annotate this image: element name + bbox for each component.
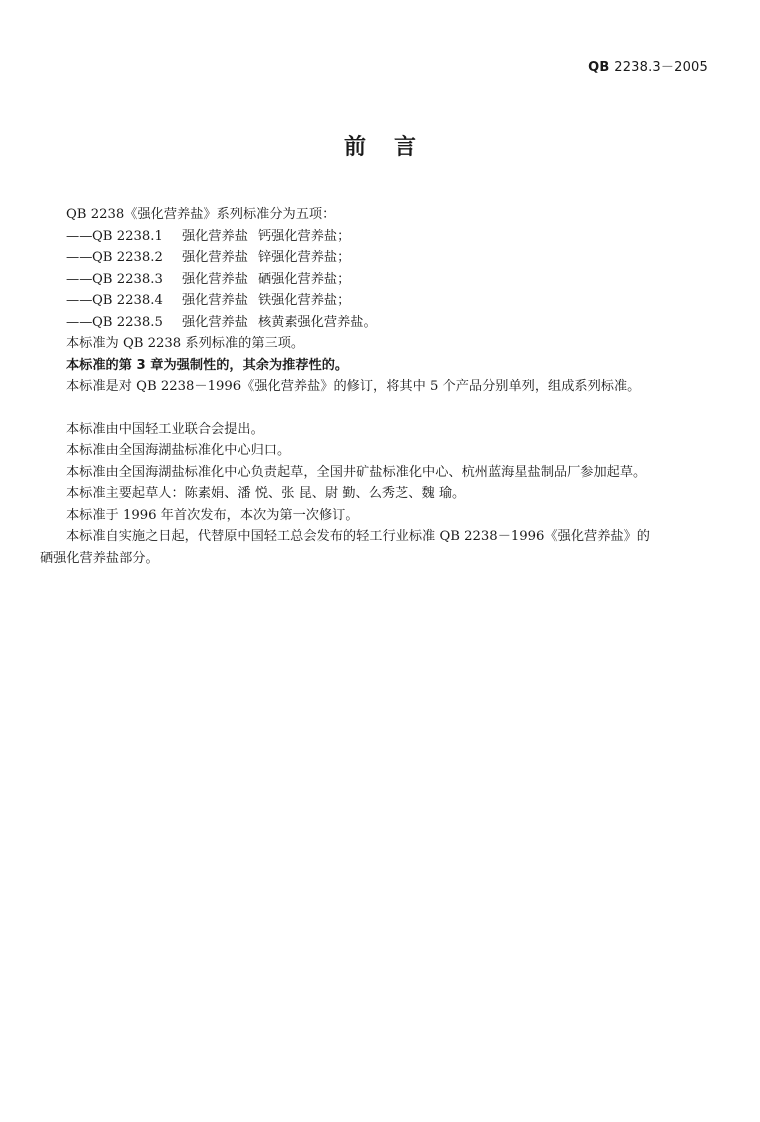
part-code: QB 2238.5 <box>92 314 163 330</box>
part-category: 强化营养盐 <box>182 293 248 308</box>
part-code: QB 2238.1 <box>92 228 163 244</box>
part-category: 强化营养盐 <box>182 228 248 244</box>
part-category: 强化营养盐 <box>182 314 248 330</box>
list-dash: —— <box>66 250 93 265</box>
part-code: QB 2238.4 <box>92 293 163 308</box>
series-note: 本标准为 QB 2238 系列标准的第三项。 <box>66 336 305 351</box>
part-category: 强化营养盐 <box>182 250 248 265</box>
list-dash: —— <box>66 314 93 330</box>
list-dash: —— <box>66 271 93 287</box>
list-item <box>66 226 716 248</box>
standard-code <box>588 56 708 75</box>
part-name: 硒强化营养盐； <box>258 271 351 287</box>
page-title: 前言 <box>343 135 444 160</box>
list-item <box>66 312 716 334</box>
part-name: 铁强化营养盐； <box>258 293 351 308</box>
document-body <box>40 204 716 569</box>
drafters: 本标准主要起草人：陈素娟、潘 悦、张 昆、尉 勤、么秀芝、魏 瑜。 <box>66 486 466 501</box>
managed-by: 本标准由全国海湖盐标准化中心归口。 <box>66 443 291 458</box>
part-name: 核黄素强化营养盐。 <box>258 314 377 330</box>
revision-note: 本标准是对 QB 2238－1996《强化营养盐》的修订，将其中 5 个产品分别单列，组成系列标准。 <box>66 379 641 394</box>
replaces-line-2: 硒强化营养盐部分。 <box>40 550 159 566</box>
standard-code-prefix: QB <box>588 60 610 75</box>
list-item <box>66 247 716 269</box>
part-code: QB 2238.3 <box>92 271 163 287</box>
proposed-by: 本标准由中国轻工业联合会提出。 <box>66 421 264 437</box>
intro-line: QB 2238《强化营养盐》系列标准分为五项： <box>66 207 336 222</box>
paragraph-gap <box>66 398 716 419</box>
replaces-line-1: 本标准自实施之日起，代替原中国轻工总会发布的轻工行业标准 QB 2238－1996《强化营养盐》的 <box>66 529 650 544</box>
part-name: 钙强化营养盐； <box>258 228 351 244</box>
list-item <box>66 269 716 291</box>
list-dash: —— <box>66 228 93 244</box>
part-name: 锌强化营养盐； <box>258 250 351 265</box>
list-dash: —— <box>66 293 93 308</box>
part-category: 强化营养盐 <box>182 271 248 287</box>
history: 本标准于 1996 年首次发布，本次为第一次修订。 <box>66 507 359 523</box>
part-code: QB 2238.2 <box>92 250 163 265</box>
list-item <box>66 290 716 312</box>
standard-code-number: 2238.3－2005 <box>614 60 708 75</box>
mandatory-note: 本标准的第 3 章为强制性的，其余为推荐性的。 <box>66 357 349 373</box>
drafted-by: 本标准由全国海湖盐标准化中心负责起草，全国井矿盐标准化中心、杭州蓝海星盐制品厂参加起草。 <box>66 464 647 480</box>
